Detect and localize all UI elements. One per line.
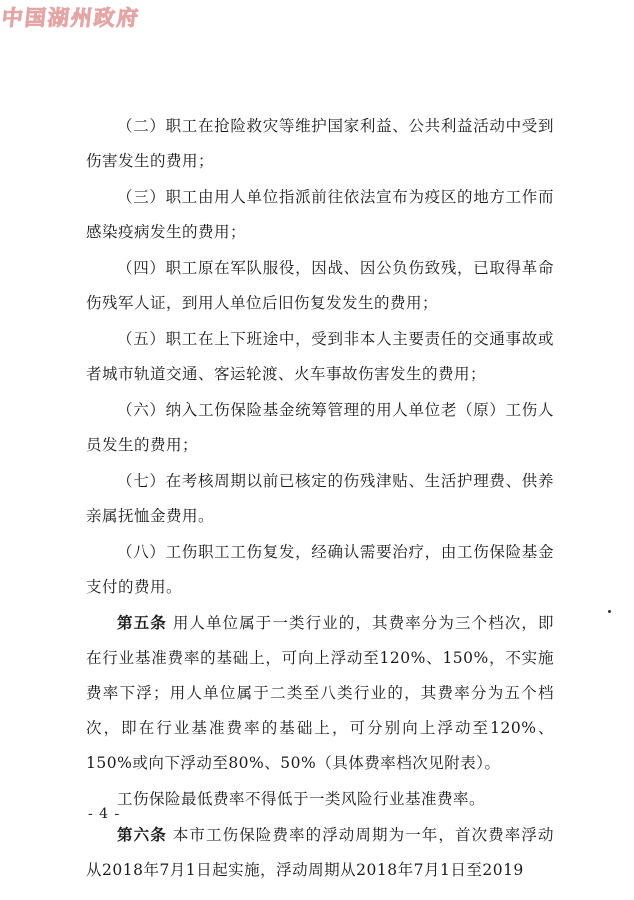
paragraph-text: （六）纳入工伤保险基金统筹管理的用人单位老（原）工伤人员发生的费用； <box>86 401 554 454</box>
article-label: 第五条 <box>117 613 167 632</box>
paragraph-clause-3 <box>86 179 554 250</box>
scan-speck <box>608 610 611 613</box>
paragraph-article-6 <box>86 817 554 888</box>
paragraph-text: （五）职工在上下班途中，受到非本人主要责任的交通事故或者城市轨道交通、客运轮渡、火车事故伤害发生的费用； <box>86 330 554 383</box>
paragraph-text: 用人单位属于一类行业的，其费率分为三个档次，即在行业基准费率的基础上，可向上浮动至120%、150%，不实施费率下浮；用人单位属于二类至八类行业的，其费率分为五个档次，即在行业基准费率的基础上，可分别向上浮动至120%、150%或向下浮动至80%、50%（具体费率档次见附表）。 <box>86 614 554 772</box>
paragraph-clause-4 <box>86 250 554 321</box>
page-number: - 4 - <box>88 806 121 822</box>
paragraph-minimum-rate <box>86 781 554 817</box>
paragraph-text: （八）工伤职工工伤复发，经确认需要治疗，由工伤保险基金支付的费用。 <box>86 543 554 596</box>
paragraph-text: （四）职工原在军队服役，因战、因公负伤致残，已取得革命伤残军人证，到用人单位后旧伤复发发生的费用； <box>86 259 554 312</box>
paragraph-text: 工伤保险最低费率不得低于一类风险行业基准费率。 <box>117 790 486 808</box>
paragraph-clause-7 <box>86 463 554 534</box>
paragraph-text: 本市工伤保险费率的浮动周期为一年，首次费率浮动从2018年7月1日起实施，浮动周期从2018年7月1日至2019 <box>86 826 554 879</box>
article-label: 第六条 <box>117 825 167 844</box>
watermark-logo: 中国湖州政府 <box>0 5 142 30</box>
paragraph-text: （二）职工在抢险救灾等维护国家利益、公共利益活动中受到伤害发生的费用； <box>86 117 554 170</box>
paragraph-clause-2 <box>86 108 554 179</box>
paragraph-clause-8 <box>86 534 554 605</box>
paragraph-clause-6 <box>86 392 554 463</box>
paragraph-text: （三）职工由用人单位指派前往依法宣布为疫区的地方工作而感染疫病发生的费用； <box>86 188 554 241</box>
paragraph-text: （七）在考核周期以前已核定的伤残津贴、生活护理费、供养亲属抚恤金费用。 <box>86 472 554 525</box>
paragraph-clause-5 <box>86 321 554 392</box>
paragraph-article-5 <box>86 605 554 781</box>
document-body <box>86 108 554 888</box>
